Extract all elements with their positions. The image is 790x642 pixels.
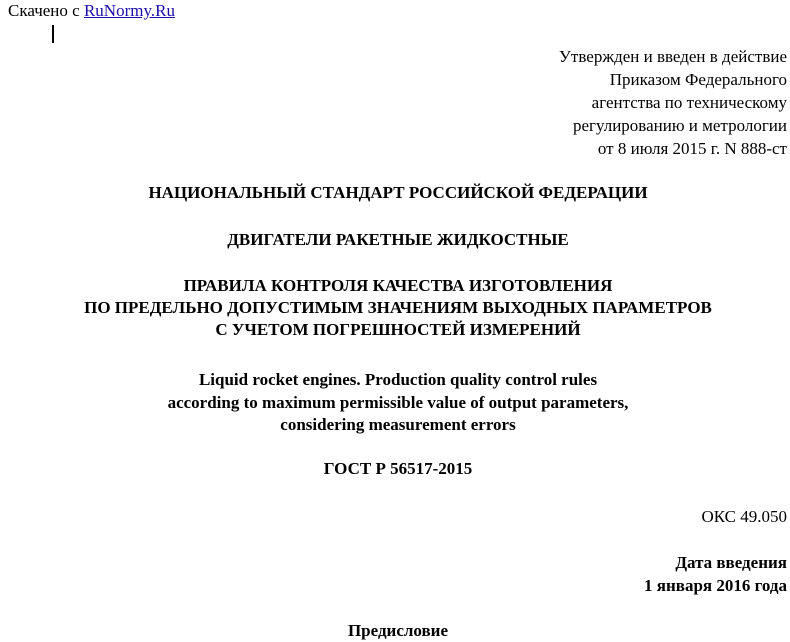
- gost-number: [0, 458, 790, 480]
- english-title: [0, 369, 790, 437]
- gost-number-text: ГОСТ Р 56517-2015: [323, 459, 473, 478]
- approval-block: [559, 45, 787, 160]
- document-title-text: ДВИГАТЕЛИ РАКЕТНЫЕ ЖИДКОСТНЫЕ: [227, 230, 569, 249]
- download-prefix: Скачено с: [8, 1, 84, 20]
- oks-code: ОКС 49.050: [701, 507, 787, 526]
- approval-line: Утвержден и введен в действие: [558, 47, 787, 66]
- approval-line: агентства по техническому: [591, 93, 787, 112]
- english-title-line: according to maximum permissible value of output parameters,: [167, 392, 629, 412]
- english-title-line: Liquid rocket engines. Production quality control rules: [198, 370, 598, 389]
- approval-line: регулированию и метрологии: [572, 116, 787, 135]
- standard-type-text: НАЦИОНАЛЬНЫЙ СТАНДАРТ РОССИЙСКОЙ ФЕДЕРАЦИИ: [148, 183, 648, 202]
- preface-heading: [0, 620, 790, 642]
- subtitle-line: ПРАВИЛА КОНТРОЛЯ КАЧЕСТВА ИЗГОТОВЛЕНИЯ: [183, 276, 613, 295]
- preface-text: Предисловие: [347, 621, 449, 640]
- text-cursor: [52, 25, 54, 43]
- document-subtitle: [0, 275, 790, 341]
- document-title: [0, 229, 790, 251]
- approval-line: от 8 июля 2015 г. N 888-ст: [597, 139, 787, 158]
- subtitle-line: С УЧЕТОМ ПОГРЕШНОСТЕЙ ИЗМЕРЕНИЙ: [215, 320, 581, 339]
- introduction-date: [644, 551, 787, 597]
- subtitle-line: ПО ПРЕДЕЛЬНО ДОПУСТИМЫМ ЗНАЧЕНИЯМ ВЫХОДНЫХ ПАРАМЕТРОВ: [84, 298, 712, 317]
- english-title-line: considering measurement errors: [280, 415, 516, 434]
- download-source-line: [8, 1, 175, 21]
- date-label: Дата введения: [675, 553, 787, 572]
- date-value: 1 января 2016 года: [644, 576, 787, 595]
- standard-type-heading: [0, 182, 790, 204]
- runormy-link[interactable]: RuNormy.Ru: [83, 1, 175, 20]
- approval-line: Приказом Федерального: [609, 70, 787, 89]
